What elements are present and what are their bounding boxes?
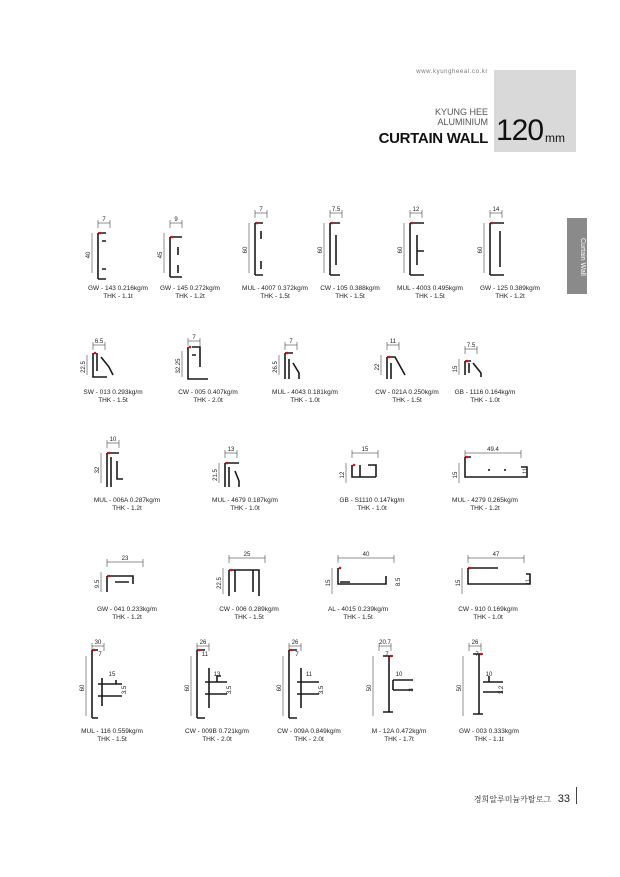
width-dimension: 47: [492, 552, 500, 558]
profile-caption: [62, 728, 162, 744]
profile-drawing: [200, 434, 270, 504]
profile-drawing: [163, 322, 233, 398]
profile-thickness: THK - 1.1t: [474, 736, 504, 743]
height-dimension: 60: [318, 246, 324, 254]
profile-caption: [167, 728, 267, 744]
finish-marker: [469, 567, 472, 570]
profile-thickness: THK - 1.5t: [234, 614, 264, 621]
profile-code-weight: MUL - 4279 0.265kg/m: [452, 497, 518, 504]
profile-caption: [308, 606, 408, 622]
profile-outline: [107, 453, 123, 487]
profile-thickness: THK - 1.0t: [473, 614, 503, 621]
profile-thickness: THK - 1.0t: [357, 505, 387, 512]
profile-outline: [490, 223, 504, 275]
width-dimension: 15: [361, 447, 369, 453]
profile-code-weight: CW - 005 0.407kg/m: [178, 389, 238, 396]
height-dimension: 60: [398, 246, 404, 254]
profile-outline: [188, 347, 208, 379]
height-dimension: 22.5: [217, 577, 223, 589]
secondary-height-dimension: 3.2: [499, 685, 505, 695]
profile-drawing: [305, 194, 365, 294]
profile-outline: [197, 650, 227, 718]
width-dimension: 26: [471, 640, 479, 646]
page-number: 33: [557, 793, 570, 805]
profile-code-weight: GW - 125 0.389kg/m: [480, 285, 540, 292]
finish-marker: [226, 462, 229, 465]
width-dimension: 30: [94, 640, 102, 646]
height-dimension: 60: [185, 684, 191, 692]
height-dimension: 22: [375, 363, 381, 371]
finish-marker: [388, 356, 391, 359]
height-dimension: 15: [456, 579, 462, 587]
profile-drawing: [443, 539, 543, 615]
profile-code-weight: GW - 143 0.216kg/m: [88, 285, 148, 292]
profile-thickness: THK - 1.1t: [103, 293, 133, 300]
profile-outline: [98, 233, 106, 279]
profile-thickness: THK - 1.0t: [290, 397, 320, 404]
secondary-width-dimension: 10: [395, 672, 403, 678]
profile-code-weight: CW - 006 0.289kg/m: [219, 606, 279, 613]
profile-outline: [465, 361, 481, 377]
profile-size-unit: mm: [545, 131, 565, 145]
profile-outline: [107, 576, 133, 592]
finish-marker: [480, 653, 483, 656]
finish-marker: [466, 456, 469, 459]
profile-outline: [92, 650, 122, 718]
profile-code-weight: SW - 013 0.293kg/m: [83, 389, 143, 396]
height-dimension: 26.5: [273, 361, 279, 373]
profile-caption: [438, 606, 538, 622]
profile-thickness: THK - 1.2t: [495, 293, 525, 300]
profile-drawing: [143, 204, 203, 294]
profile-drawing: [313, 539, 413, 615]
profile-thickness: THK - 1.2t: [112, 614, 142, 621]
profile-caption: [158, 389, 258, 405]
profile-code-weight: MUL - 4679 0.187kg/m: [212, 497, 278, 504]
height-dimension: 32: [95, 466, 101, 474]
profile-caption: [435, 389, 535, 405]
profile-outline: [473, 654, 503, 714]
width-dimension: 26: [291, 640, 299, 646]
profile-thickness: THK - 1.7t: [384, 736, 414, 743]
height-dimension: 60: [478, 246, 484, 254]
height-dimension: 21.5: [213, 469, 219, 481]
profile-outline: [410, 223, 424, 275]
profile-code-weight: CW - 009B 0.721kg/m: [185, 728, 249, 735]
profile-drawing: [260, 627, 350, 737]
tertiary-width-dimension: 11: [201, 652, 209, 658]
profile-drawing: [82, 543, 162, 613]
profile-thickness: THK - 1.0t: [470, 397, 500, 404]
profile-size-number: 120: [496, 114, 544, 147]
side-tab-curtain-wall[interactable]: Curtain Wall: [567, 218, 587, 294]
width-dimension: 7: [259, 207, 263, 213]
profile-thickness: THK - 1.2t: [112, 505, 142, 512]
width-dimension: 6.5: [94, 339, 104, 345]
tertiary-width-dimension: 7: [475, 652, 479, 658]
profile-outline: [255, 223, 263, 275]
secondary-width-dimension: 10: [485, 672, 493, 678]
width-dimension: 7.5: [466, 343, 476, 349]
profile-caption: [63, 389, 163, 405]
finish-marker: [108, 452, 111, 455]
profile-drawing: [350, 627, 440, 737]
profile-code-weight: GB - 1116 0.164kg/m: [454, 389, 516, 396]
profile-drawing: [327, 434, 397, 504]
finish-marker: [256, 222, 259, 225]
height-dimension: 15: [453, 365, 459, 373]
profile-outline: [330, 223, 340, 275]
profile-outline: [465, 457, 527, 477]
width-dimension: 14: [492, 207, 500, 213]
profile-outline: [468, 568, 530, 584]
finish-marker: [491, 222, 494, 225]
profile-thickness: THK - 1.2t: [175, 293, 205, 300]
profile-outline: [352, 465, 376, 477]
finish-marker: [99, 232, 102, 235]
secondary-height-dimension: 3.5: [319, 685, 325, 695]
profile-drawing: [440, 434, 540, 504]
profile-drawing: [230, 194, 290, 294]
finish-marker: [353, 464, 356, 467]
height-dimension: 12: [340, 471, 346, 479]
finish-marker: [94, 352, 97, 355]
profile-caption: [195, 497, 295, 513]
profile-caption: [439, 728, 539, 744]
profile-caption: [199, 606, 299, 622]
page-footer: [440, 793, 570, 805]
profile-thickness: THK - 2.0t: [202, 736, 232, 743]
height-dimension: 15: [453, 471, 459, 479]
profile-code-weight: MUL - 4007 0.372kg/m: [242, 285, 308, 292]
secondary-width-dimension: 11: [305, 672, 313, 678]
profile-code-weight: CW - 009A 0.849kg/m: [277, 728, 341, 735]
profile-thickness: THK - 1.5t: [260, 293, 290, 300]
secondary-height-dimension: 8.5: [396, 577, 402, 587]
height-dimension: 50: [457, 684, 463, 692]
height-dimension: 32.25: [176, 358, 182, 374]
profile-outline: [338, 568, 386, 584]
secondary-height-dimension: 11: [523, 467, 529, 475]
footer-divider: [576, 787, 577, 804]
brand-line-2: ALUMINIUM: [437, 117, 488, 127]
height-dimension: 9.5: [95, 579, 101, 589]
height-dimension: 22.5: [81, 361, 87, 373]
height-dimension: 60: [277, 684, 283, 692]
finish-marker: [230, 569, 233, 572]
profile-code-weight: MUL - 4003 0.495kg/m: [397, 285, 463, 292]
profile-drawing: [260, 326, 330, 396]
tertiary-width-dimension: 7: [385, 652, 389, 658]
finish-marker: [331, 222, 334, 225]
profile-code-weight: GW - 003 0.333kg/m: [459, 728, 519, 735]
profile-thickness: THK - 1.5t: [343, 614, 373, 621]
width-dimension: 23: [121, 556, 129, 562]
profile-caption: [77, 606, 177, 622]
width-dimension: 9: [174, 217, 178, 223]
profile-caption: [255, 389, 355, 405]
width-dimension: 11: [389, 339, 397, 345]
finish-marker: [290, 649, 293, 652]
width-dimension: 13: [227, 447, 235, 453]
profile-drawing: [440, 330, 510, 396]
finish-marker: [339, 567, 342, 570]
secondary-height-dimension: 11: [526, 578, 532, 586]
profile-drawing: [168, 627, 258, 737]
height-dimension: 45: [158, 251, 164, 259]
profile-thickness: THK - 1.5t: [335, 293, 365, 300]
profile-outline: [225, 463, 239, 487]
finish-marker: [286, 352, 289, 355]
profile-caption: [259, 728, 359, 744]
finish-marker: [466, 360, 469, 363]
profile-code-weight: MUL - 116 0.559kg/m: [81, 728, 143, 735]
profile-outline: [229, 570, 259, 596]
secondary-height-dimension: 3.5: [227, 685, 233, 695]
profile-code-weight: MUL - 4043 0.181kg/m: [272, 389, 338, 396]
profile-code-weight: GB - S1110 0.147kg/m: [339, 497, 405, 504]
secondary-height-dimension: 3.5: [122, 685, 128, 695]
profile-caption: [349, 728, 449, 744]
width-dimension: 7: [192, 335, 196, 341]
width-dimension: 40: [362, 552, 370, 558]
page-title: CURTAIN WALL: [378, 130, 488, 147]
profile-thickness: THK - 2.0t: [193, 397, 223, 404]
width-dimension: 7: [289, 339, 293, 345]
profile-outline: [289, 650, 319, 718]
finish-marker: [108, 575, 111, 578]
profile-caption: [77, 497, 177, 513]
height-dimension: 60: [243, 246, 249, 254]
width-dimension: 49.4: [487, 447, 499, 453]
profile-drawing: [204, 539, 284, 615]
finish-marker: [93, 649, 96, 652]
profile-drawing: [465, 194, 525, 294]
profile-thickness: THK - 1.5t: [392, 397, 422, 404]
finish-marker: [171, 236, 174, 239]
secondary-width-dimension: 13: [213, 672, 221, 678]
height-dimension: 15: [326, 579, 332, 587]
finish-marker: [198, 649, 201, 652]
profile-code-weight: AL - 4015 0.239kg/m: [327, 606, 389, 613]
profile-drawing: [73, 204, 133, 294]
profile-thickness: THK - 1.0t: [230, 505, 260, 512]
profile-drawing: [82, 424, 152, 504]
profile-drawing: [63, 627, 153, 737]
width-dimension: 7.5: [331, 207, 341, 213]
profile-outline: [93, 353, 113, 377]
profile-thickness: THK - 1.5t: [415, 293, 445, 300]
width-dimension: 20.7: [379, 640, 391, 646]
profile-outline: [387, 357, 405, 379]
secondary-height-dimension: 3: [409, 688, 415, 692]
tertiary-width-dimension: 7: [98, 652, 102, 658]
secondary-width-dimension: 15: [108, 672, 116, 678]
width-dimension: 7: [102, 217, 106, 223]
height-dimension: 60: [80, 684, 86, 692]
tertiary-width-dimension: 7: [295, 652, 299, 658]
profile-code-weight: GW - 145 0.272kg/m: [160, 285, 220, 292]
profile-drawing: [68, 326, 138, 396]
finish-marker: [411, 222, 414, 225]
profile-drawing: [440, 627, 530, 737]
finish-marker: [390, 655, 393, 658]
profile-code-weight: CW - 105 0.388kg/m: [320, 285, 380, 292]
profile-thickness: THK - 1.2t: [470, 505, 500, 512]
finish-marker: [189, 346, 192, 349]
profile-code-weight: M - 12A 0.472kg/m: [371, 728, 427, 735]
profile-caption: [322, 497, 422, 513]
height-dimension: 50: [367, 684, 373, 692]
profile-code-weight: MUL - 006A 0.287kg/m: [93, 497, 161, 504]
footer-publisher: 경희알루미늄카탈로그: [473, 795, 552, 804]
profile-code-weight: GW - 041 0.233kg/m: [97, 606, 157, 613]
width-dimension: 25: [243, 552, 251, 558]
profile-outline: [170, 237, 182, 277]
width-dimension: 12: [412, 207, 420, 213]
profile-thickness: THK - 1.5t: [97, 736, 127, 743]
profile-thickness: THK - 2.0t: [294, 736, 324, 743]
profile-caption: [435, 497, 535, 513]
width-dimension: 10: [109, 437, 117, 443]
profile-outline: [383, 656, 413, 712]
width-dimension: 26: [199, 640, 207, 646]
profile-drawing: [385, 194, 445, 294]
profile-outline: [285, 353, 299, 379]
brand-line-1: KYUNG HEE: [434, 107, 488, 117]
profile-code-weight: CW - 021A 0.250kg/m: [375, 389, 439, 396]
height-dimension: 40: [86, 251, 92, 259]
profile-code-weight: CW - 910 0.169kg/m: [458, 606, 518, 613]
website-url: www.kyungheeal.co.kr: [416, 69, 488, 75]
profile-thickness: THK - 1.5t: [98, 397, 128, 404]
profile-caption: [460, 285, 560, 301]
profile-drawing: [362, 326, 432, 396]
